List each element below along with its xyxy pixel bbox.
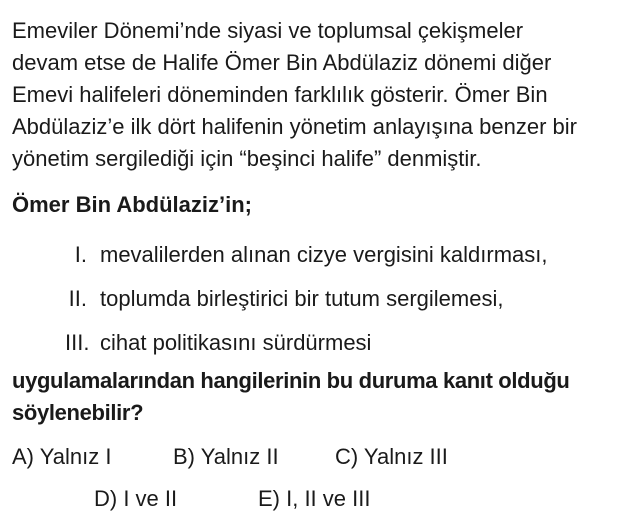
answer-option-b: B) Yalnız II — [173, 444, 279, 469]
question-paragraph — [12, 15, 627, 175]
answer-option-e: E) I, II ve III — [258, 486, 371, 511]
paragraph-line: Emevi halifeleri döneminden farklılık gösterir. Ömer Bin — [12, 82, 548, 107]
answer-option-d: D) I ve II — [94, 486, 178, 511]
list-item — [12, 327, 627, 359]
list-item-text: toplumda birleştirici bir tutum sergilemesi, — [100, 286, 504, 311]
answer-options-row-2 — [94, 483, 627, 515]
list-item — [12, 239, 627, 271]
prompt-line: uygulamalarından hangilerinin bu duruma kanıt olduğu — [12, 368, 570, 393]
question-lead-in: Ömer Bin Abdülaziz’in; — [12, 192, 252, 217]
answer-options-row-1 — [12, 441, 627, 473]
answer-option-c: C) Yalnız III — [335, 444, 448, 469]
list-item-numeral: III. — [65, 330, 90, 355]
answer-option-a: A) Yalnız I — [12, 444, 112, 469]
list-item — [12, 283, 627, 315]
list-item-numeral: II. — [68, 286, 87, 311]
paragraph-line: devam etse de Halife Ömer Bin Abdülaziz dönemi diğer — [12, 50, 552, 75]
question-prompt — [12, 365, 627, 429]
paragraph-line: Abdülaziz’e ilk dört halifenin yönetim anlayışına benzer bir — [12, 114, 577, 139]
prompt-line: söylenebilir? — [12, 400, 144, 425]
list-item-text: cihat politikasını sürdürmesi — [100, 330, 372, 355]
list-item-numeral: I. — [74, 242, 87, 267]
statement-list — [12, 239, 627, 359]
paragraph-line: Emeviler Dönemi’nde siyasi ve toplumsal çekişmeler — [12, 18, 524, 43]
paragraph-line: yönetim sergilediği için “beşinci halife” denmiştir. — [12, 146, 482, 171]
list-item-text: mevalilerden alınan cizye vergisini kaldırması, — [100, 242, 548, 267]
